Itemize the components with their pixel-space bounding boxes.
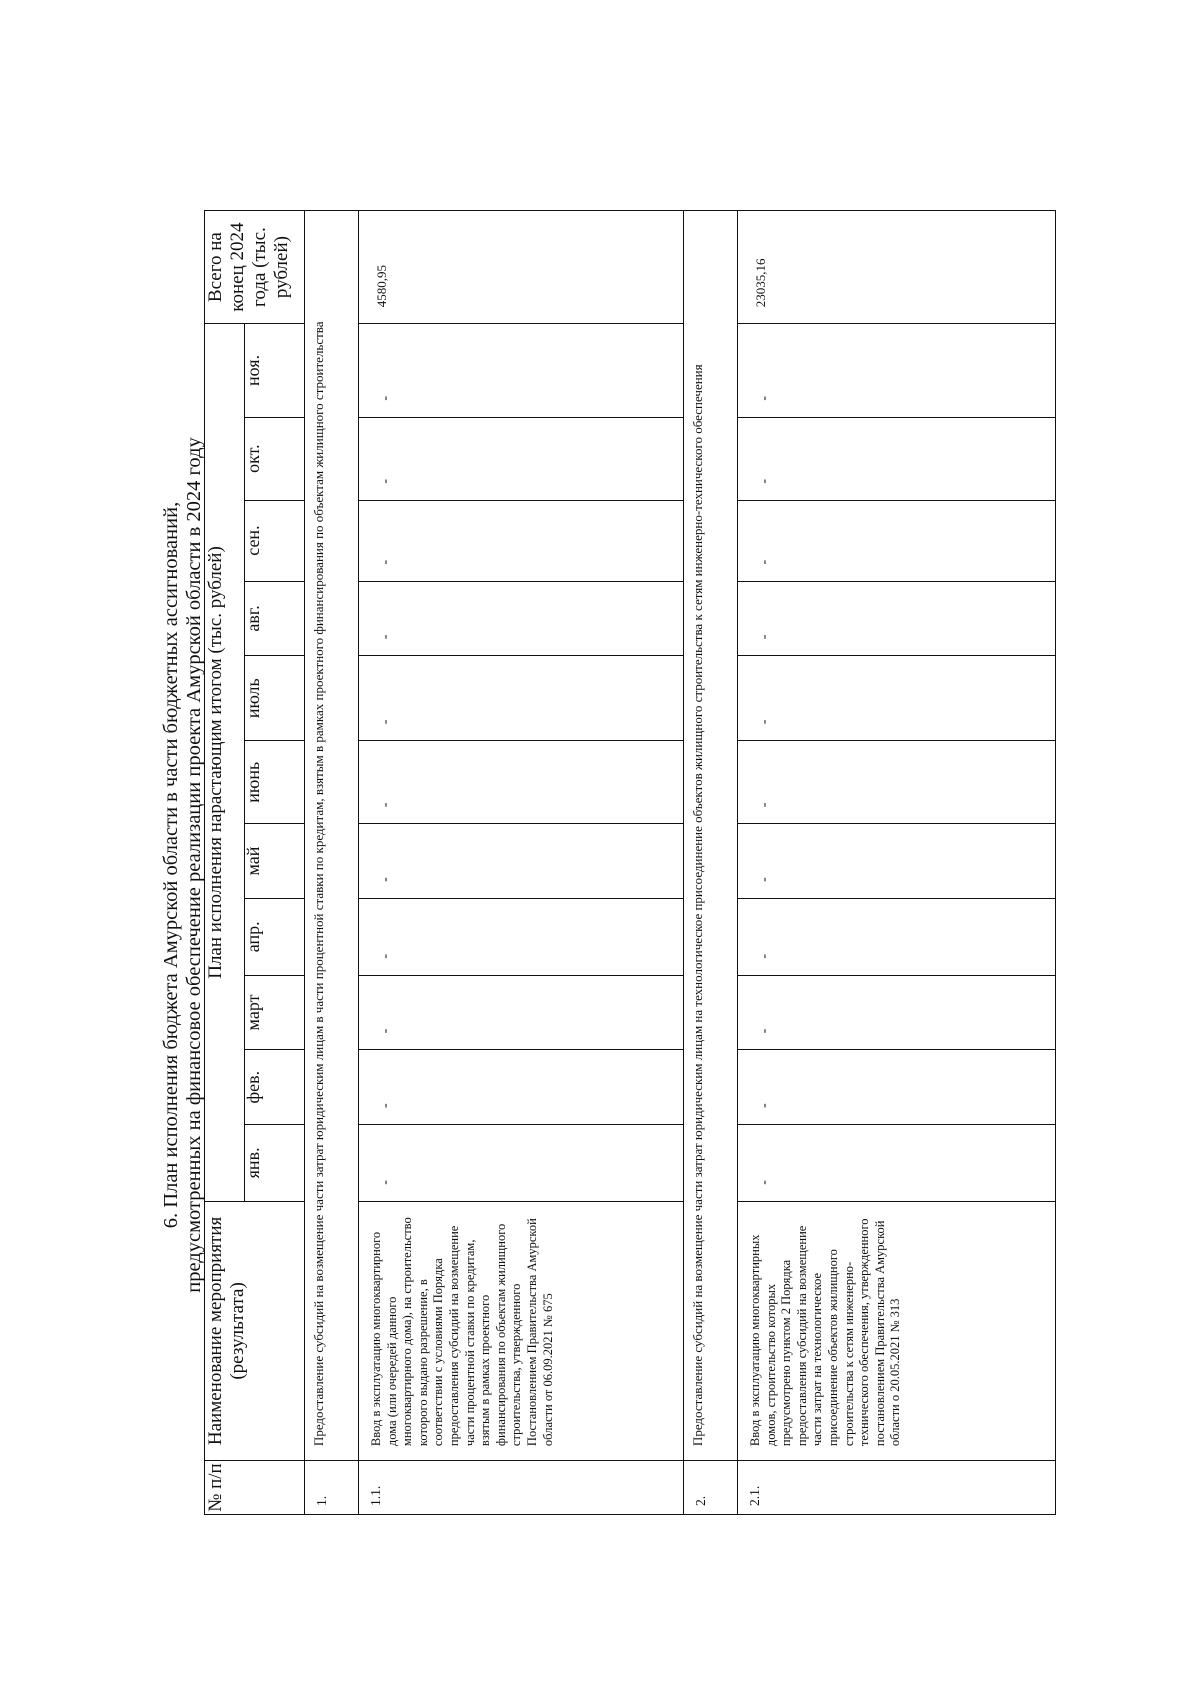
month-header: июль [245,656,305,741]
month-value: - [738,1125,1056,1202]
item-name: Ввод в эксплуатацию многоквартирных домов, строительство которых предусмотрено пунктом 2 Порядка предоставления субсидий на возмещение части затрат на технологическое присоединение объектов жилищного строительства к сетям инженерно-технического обеспечения, утвержденного постановлением Правительства Амурской области о 20.05.2021 № 313 [738,1201,1056,1460]
month-value: - [738,500,1056,581]
table-row [359,211,684,1515]
month-value: - [359,898,684,975]
month-value: - [738,975,1056,1050]
title-line-1: 6. План исполнения бюджета Амурской области в части бюджетных ассигнований, [160,501,182,1229]
month-value: - [738,324,1056,417]
month-header: июнь [245,741,305,824]
section-title: Предоставление субсидий на возмещение части затрат юридическим лицам в части процентной ставки по кредитам, взятым в рамках проектного финансирования по объектам жилищного строительства [305,211,359,1461]
budget-plan-table [204,210,1056,1515]
month-value: - [738,417,1056,500]
item-number: 1.1. [359,1461,684,1515]
month-value: - [359,581,684,656]
month-header: окт. [245,417,305,500]
month-value: - [359,1050,684,1125]
section-row [684,211,738,1515]
month-value: - [738,656,1056,741]
header-total: Всего на конец 2024 года (тыс. рублей) [205,211,305,324]
month-value: - [738,824,1056,899]
month-header: март [245,975,305,1050]
month-value: - [359,656,684,741]
title-line-2: предусмотренных на финансовое обеспечение реализации проекта Амурской области в 2024 году [183,437,205,1293]
document-page [160,205,1110,1525]
month-value: - [359,1125,684,1202]
month-header: апр. [245,898,305,975]
header-number: № п/п [205,1461,305,1515]
item-name: Ввод в эксплуатацию многоквартирного дома (или очередей данного многоквартирного дома), на строительство которого выдано разрешение, в соответствии с условиями Порядка предоставления субсидий на возмещение части процентной ставки по кредитам, взятым в рамках проектного финансирования по объектам жилищного строительства, утвержденного Постановлением Правительства Амурской области от 06.09.2021 № 675 [359,1201,684,1460]
month-value: - [359,824,684,899]
month-value: - [359,975,684,1050]
month-header: янв. [245,1125,305,1202]
month-header: сен. [245,500,305,581]
month-header: авг. [245,581,305,656]
table-row [738,211,1056,1515]
month-value: - [738,581,1056,656]
section-number: 2. [684,1461,738,1515]
month-value: - [738,1050,1056,1125]
month-value: - [738,741,1056,824]
section-title: Предоставление субсидий на возмещение части затрат юридическим лицам на технологическое присоединение объектов жилищного строительства к сетям инженерно-технического обеспечения [684,211,738,1461]
rotated-sheet [160,205,1110,1525]
month-header: ноя. [245,324,305,417]
month-header: фев. [245,1050,305,1125]
item-number: 2.1. [738,1461,1056,1515]
section-number: 1. [305,1461,359,1515]
month-value: - [359,741,684,824]
total-value: 4580,95 [359,211,684,324]
total-value: 23035,16 [738,211,1056,324]
header-plan: План исполнения нарастающим итогом (тыс. рублей) [205,324,245,1202]
month-value: - [738,898,1056,975]
month-header: май [245,824,305,899]
header-name: Наименование мероприятия (результата) [205,1201,305,1460]
document-title [160,205,206,1525]
month-value: - [359,500,684,581]
month-value: - [359,324,684,417]
month-value: - [359,417,684,500]
section-row [305,211,359,1515]
